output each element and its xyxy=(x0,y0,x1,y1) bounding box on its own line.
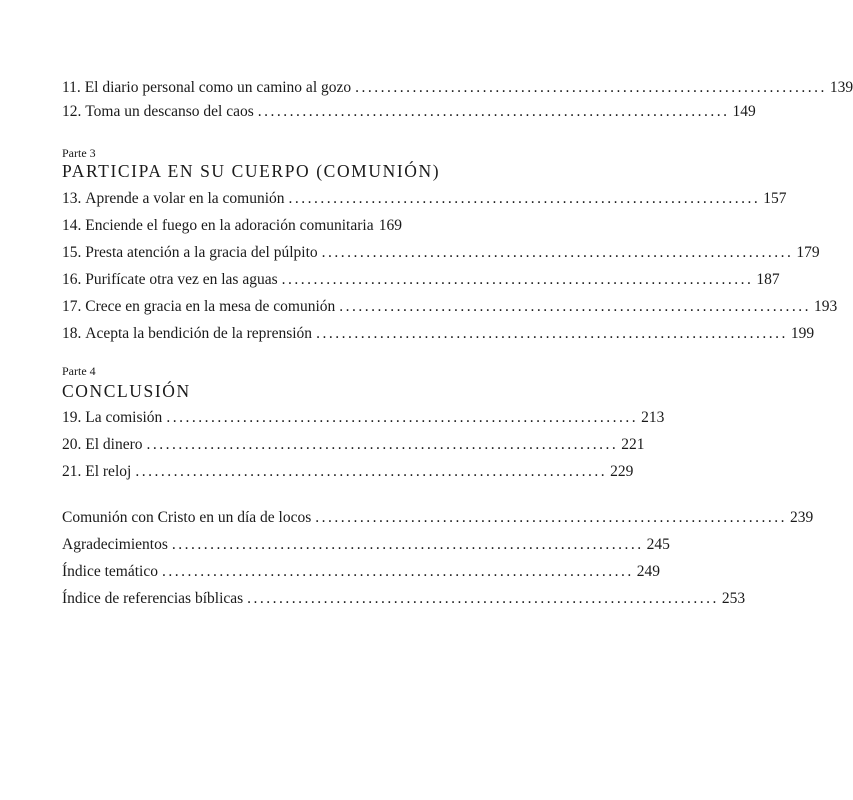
entry-page: 213 xyxy=(641,409,665,426)
part-heading: CONCLUSIÓN xyxy=(62,381,191,401)
entry-title: Índice de referencias bíblicas xyxy=(62,590,244,607)
entry-number: 14. xyxy=(62,217,82,234)
entry-title: Presta atención a la gracia del púlpito xyxy=(85,244,318,261)
entry-title: El diario personal como un camino al gozo xyxy=(84,79,352,96)
toc-entry-subject-index xyxy=(62,561,660,583)
dot-leader: .......................................................................... xyxy=(315,509,788,526)
entry-page: 199 xyxy=(790,325,815,342)
entry-number: 15. xyxy=(62,244,82,261)
toc-entry-17 xyxy=(62,296,838,318)
entry-title: Toma un descanso del caos xyxy=(85,103,254,120)
dot-leader: .......................................................................... xyxy=(161,563,634,580)
toc-entry-11 xyxy=(62,77,853,99)
dot-leader: .......................................................................... xyxy=(146,436,619,453)
toc-entry-15 xyxy=(62,242,820,264)
dot-leader: .......................................................................... xyxy=(166,409,639,426)
entry-number: 16. xyxy=(62,271,82,288)
dot-leader: .......................................................................... xyxy=(316,325,788,342)
entry-page: 193 xyxy=(814,298,838,315)
toc-entry-14 xyxy=(62,215,402,237)
toc-entry-epilogue xyxy=(62,507,814,529)
toc-entry-acknowledgments xyxy=(62,534,670,556)
toc-entry-21 xyxy=(62,461,634,483)
entry-number: 13. xyxy=(62,190,82,207)
entry-page: 157 xyxy=(763,190,787,207)
entry-title: Crece en gracia en la mesa de comunión xyxy=(85,298,336,315)
dot-leader: .......................................................................... xyxy=(281,271,754,288)
entry-number: 19. xyxy=(62,409,82,426)
part-label: Parte 4 xyxy=(62,364,96,378)
toc-entry-20 xyxy=(62,434,645,456)
entry-title: Enciende el fuego en la adoración comunitaria xyxy=(85,217,374,234)
toc-entry-scripture-index xyxy=(62,588,746,610)
entry-page: 249 xyxy=(636,563,660,580)
entry-page: 179 xyxy=(796,244,820,261)
dot-leader: .......................................................................... xyxy=(355,79,827,96)
entry-page: 239 xyxy=(790,509,814,526)
toc-entry-13 xyxy=(62,188,787,210)
entry-title: La comisión xyxy=(85,409,163,426)
dot-leader: .......................................................................... xyxy=(321,244,794,261)
toc-entry-12 xyxy=(62,101,756,123)
entry-number: 20. xyxy=(62,436,82,453)
entry-number: 18. xyxy=(62,325,82,342)
entry-page: 221 xyxy=(621,436,645,453)
dot-leader: .......................................................................... xyxy=(339,298,812,315)
part-label: Parte 3 xyxy=(62,146,96,160)
entry-page: 169 xyxy=(378,217,402,234)
entry-title: El reloj xyxy=(85,463,132,480)
entry-page: 253 xyxy=(721,590,746,607)
dot-leader: .......................................................................... xyxy=(288,190,761,207)
entry-page: 229 xyxy=(610,463,634,480)
part-heading: PARTICIPA EN SU CUERPO (COMUNIÓN) xyxy=(62,161,441,181)
entry-number: 17. xyxy=(62,298,82,315)
toc-entry-18 xyxy=(62,323,815,345)
entry-page: 187 xyxy=(756,271,780,288)
dot-leader: .......................................................................... xyxy=(135,463,608,480)
entry-page: 139 xyxy=(829,79,853,96)
entry-page: 245 xyxy=(646,536,670,553)
entry-title: Comunión con Cristo en un día de locos xyxy=(62,509,312,526)
entry-title: Índice temático xyxy=(62,563,158,580)
toc-entry-19 xyxy=(62,407,665,429)
toc-entry-16 xyxy=(62,269,780,291)
entry-title: Aprende a volar en la comunión xyxy=(85,190,285,207)
entry-title: Acepta la bendición de la reprensión xyxy=(85,325,313,342)
dot-leader: .......................................................................... xyxy=(171,536,644,553)
entry-number: 21. xyxy=(62,463,82,480)
dot-leader: .......................................................................... xyxy=(247,590,719,607)
entry-page: 149 xyxy=(732,103,756,120)
entry-number: 11. xyxy=(62,79,81,96)
dot-leader: .......................................................................... xyxy=(257,103,730,120)
entry-title: Purifícate otra vez en las aguas xyxy=(85,271,278,288)
entry-number: 12. xyxy=(62,103,82,120)
entry-title: Agradecimientos xyxy=(62,536,168,553)
entry-title: El dinero xyxy=(85,436,143,453)
